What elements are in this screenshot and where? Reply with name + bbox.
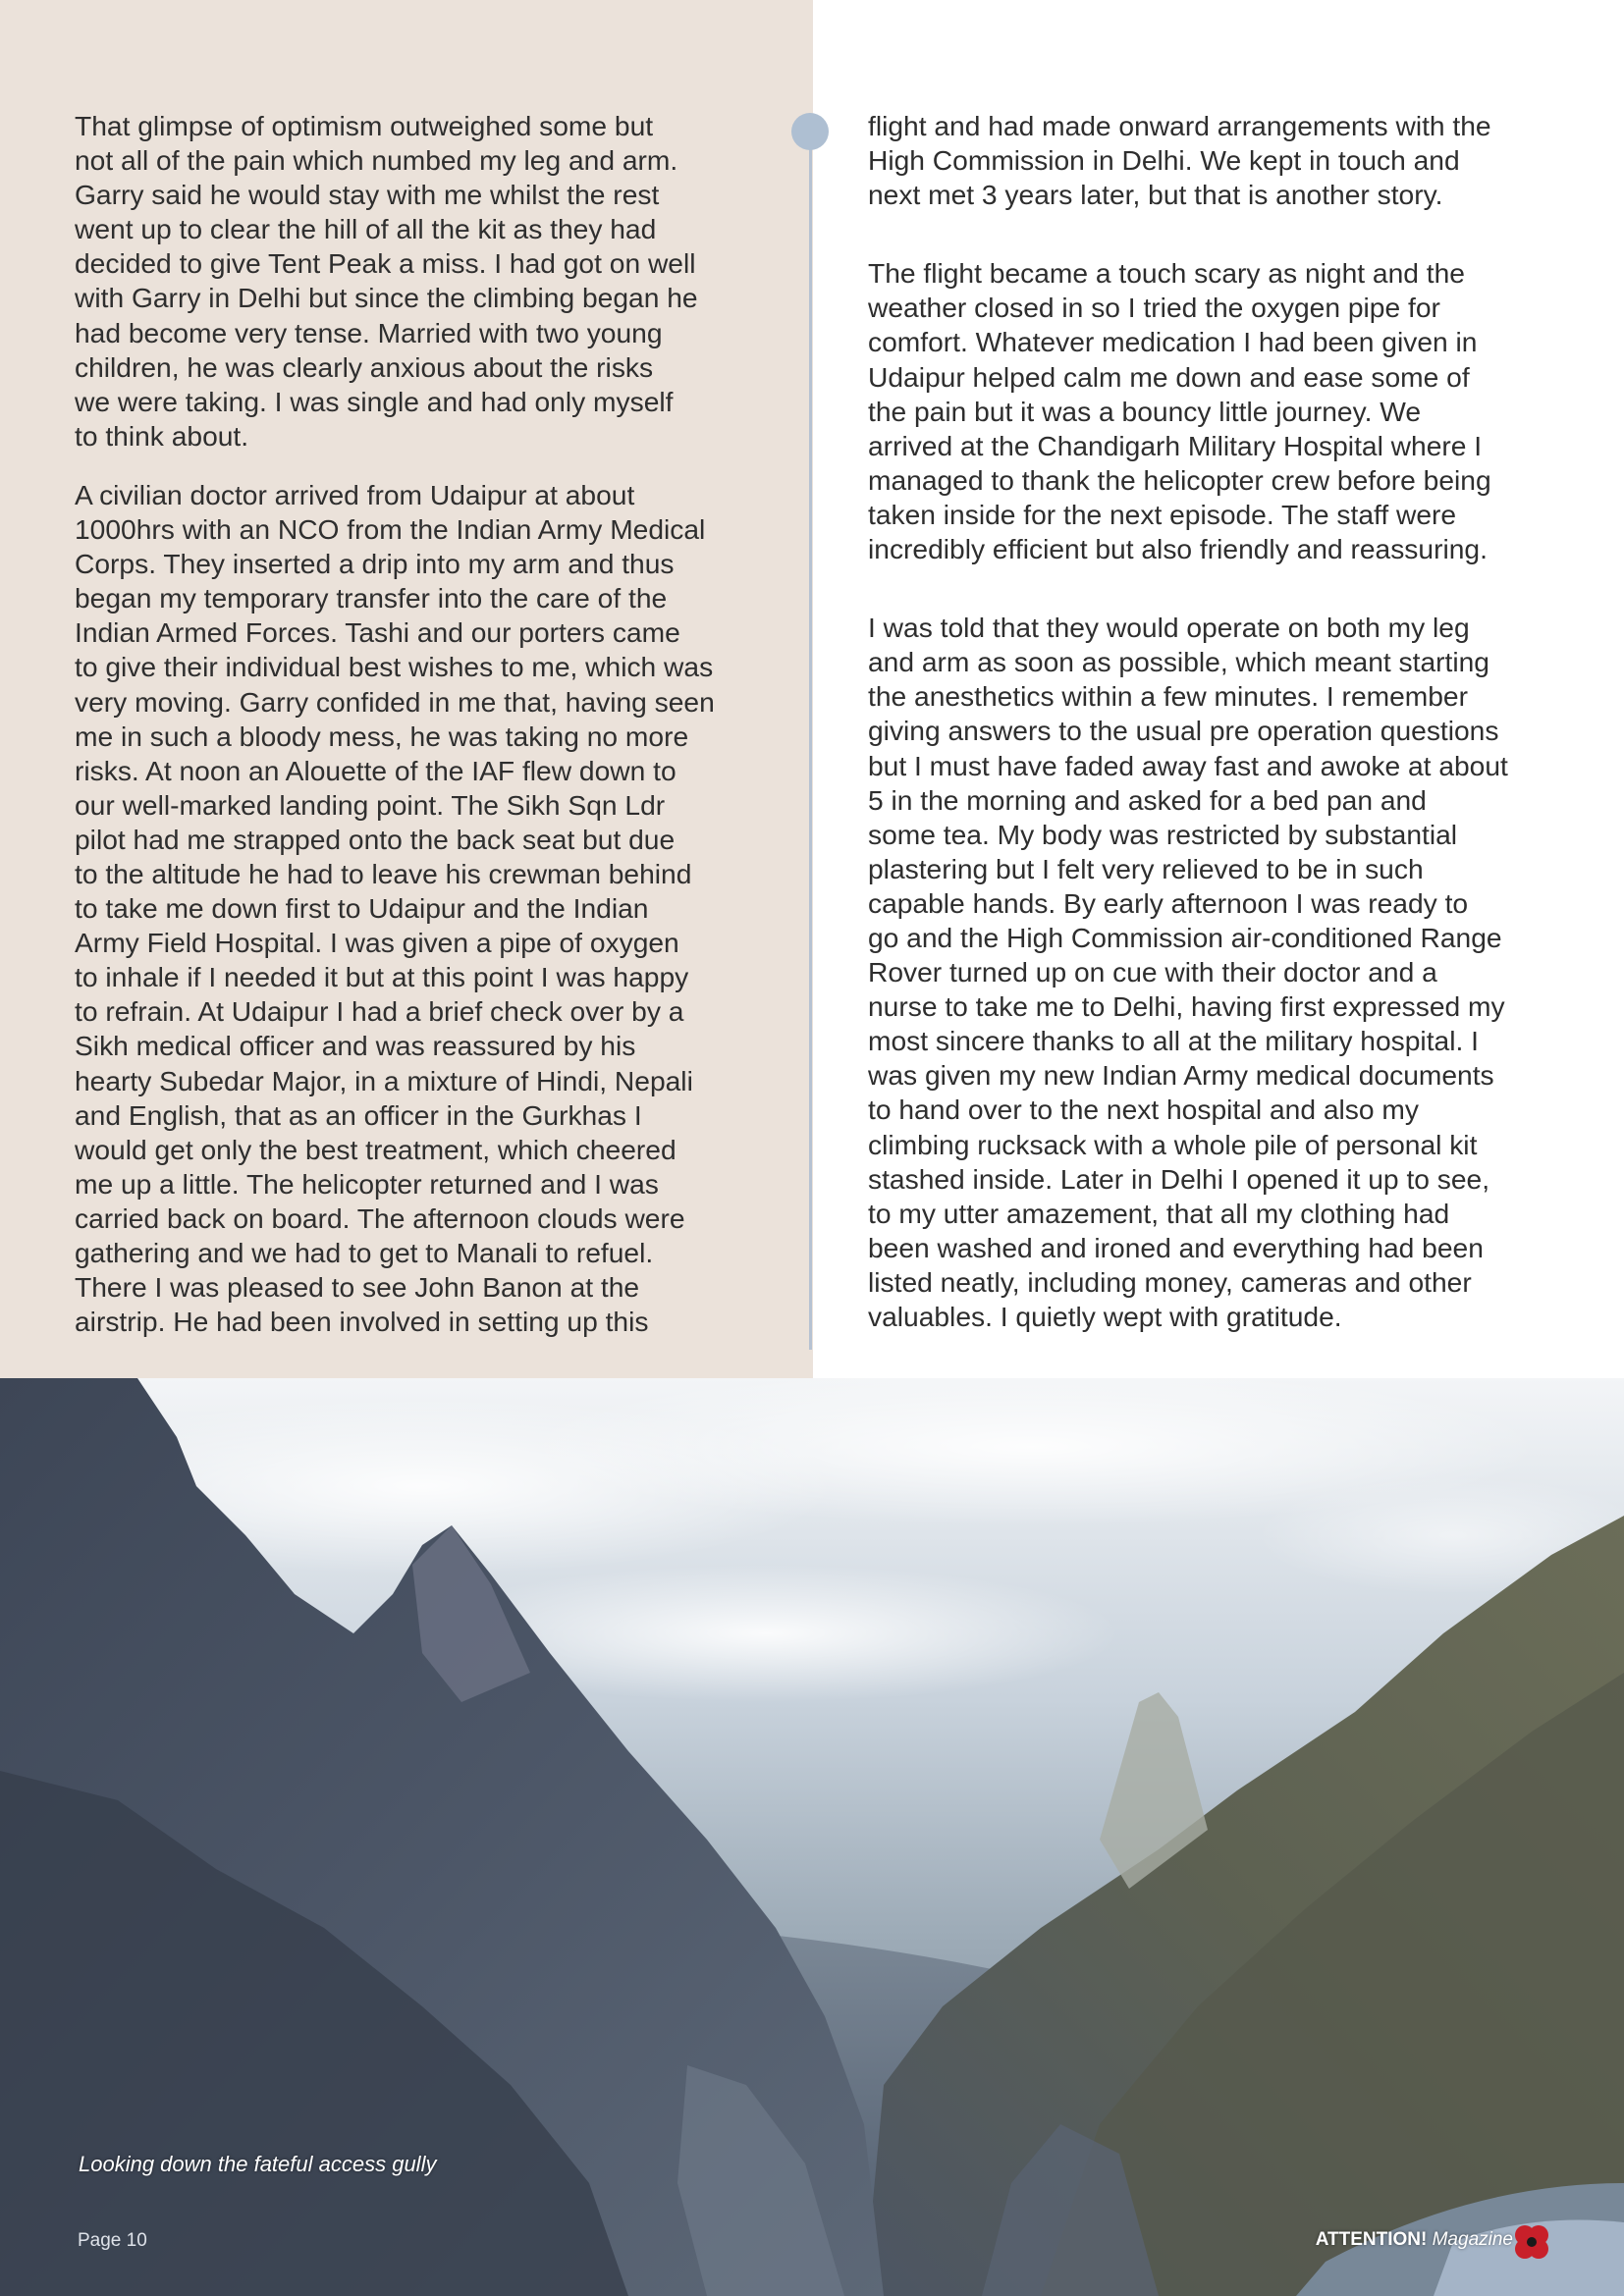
column-divider [809,128,812,1350]
left-column [75,109,762,1339]
brand-suffix: Magazine [1432,2229,1513,2250]
poppy-icon [1512,2222,1551,2262]
right-column [868,109,1555,1334]
brand-name: ATTENTION! [1315,2229,1428,2250]
divider-dot [791,113,829,150]
paragraph: I was told that they would operate on both my leg and arm as soon as possible, which meant starting the anesthetics within a few minutes. I remember giving answers to the usual pre operation questions but I must have faded away fast and awoke at about 5 in the morning and asked for a bed pan and some tea. My body was restricted by substantial plastering but I felt very relieved to be in such capable hands. By early afternoon I was ready to go and the High Commission air-conditioned Range Rover turned up on cue with their doctor and a nurse to take me to Delhi, having first expressed my most sincere thanks to all at the military hospital. I was given my new Indian Army medical documents to hand over to the next hospital and also my climbing rucksack with a whole pile of personal kit stashed inside. Later in Delhi I opened it up to see, to my utter amazement, that all my clothing had been washed and ironed and everything had been listed neatly, including money, cameras and other valuables. I quietly wept with gratitude. [868,612,1508,1332]
paragraph: A civilian doctor arrived from Udaipur at about 1000hrs with an NCO from the Indian Army Medical Corps. They inserted a drip into my arm and thus began my temporary transfer into the care of the Indian Armed Forces. Tashi and our porters came to give their individual best wishes to me, which was very moving. Garry confided in me that, having seen me in such a bloody mess, he was taking no more risks. At noon an Alouette of the IAF flew down to our well-marked landing point. The Sikh Sqn Ldr pilot had me strapped onto the back seat but due to the altitude he had to leave his crewman behind to take me down first to Udaipur and the Indian Army Field Hospital. I was given a pipe of oxygen to inhale if I needed it but at this point I was happy to refrain. At Udaipur I had a brief check over by a Sikh medical officer and was reassured by his hearty Subedar Major, in a mixture of Hindi, Nepali and English, that as an officer in the Gurkhas I would get only the best treatment, which cheered me up a little. The helicopter returned and I was carried back on board. The afternoon clouds were gathering and we had to get to Manali to refuel. There I was pleased to see John Banon at the airstrip. He had been involved in setting up this [75,478,715,1338]
paragraph: The flight became a touch scary as night and the weather closed in so I tried the oxygen pipe for comfort. Whatever medication I had been given in Udaipur helped calm me down and ease some of the pain but it was a bouncy little journey. We arrived at the Chandigarh Military Hospital where I managed to thank the helicopter crew before being taken inside for the next episode. The staff were incredibly efficient but also friendly and reassuring. [868,257,1491,565]
magazine-brand [1316,2229,1513,2251]
paragraph: flight and had made onward arrangements with the High Commission in Delhi. We kept in touch and next met 3 years later, but that is another story. [868,110,1491,211]
photo-caption: Looking down the fateful access gully [79,2152,437,2176]
page-number: Page 10 [78,2230,147,2251]
paragraph: That glimpse of optimism outweighed some but not all of the pain which numbed my leg and arm. Garry said he would stay with me whilst the rest went up to clear the hill of all the kit as they had decided to give Tent Peak a miss. I had got on well with Garry in Delhi but since the climbing began he had become very tense. Married with two young children, he was clearly anxious about the risks we were taking. I was single and had only myself to think about. [75,110,698,452]
